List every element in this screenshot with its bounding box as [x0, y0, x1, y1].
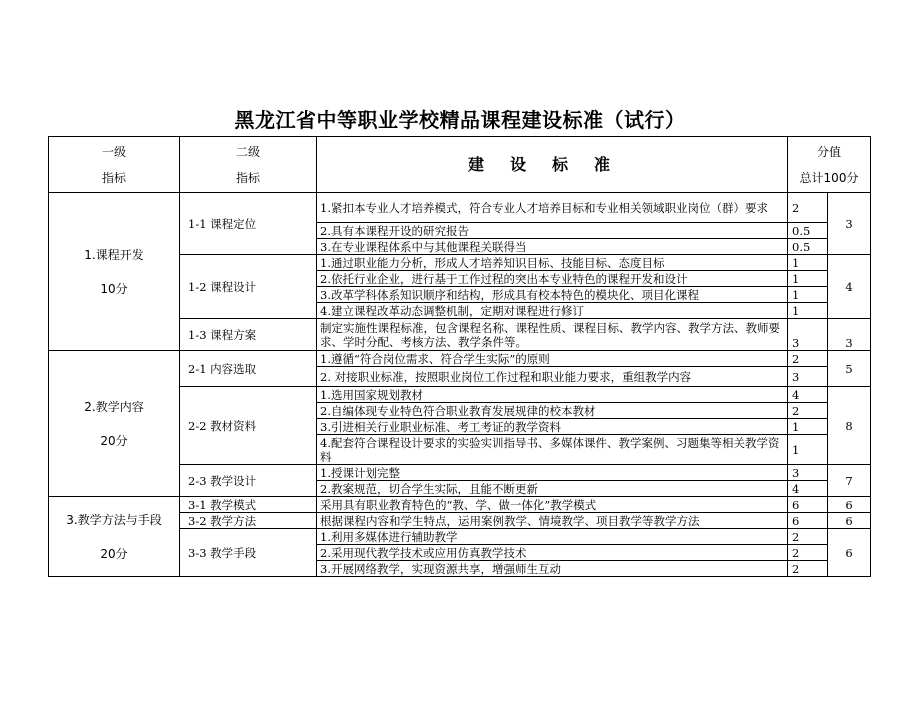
standards-table [48, 136, 871, 577]
criterion-score: 2 [788, 545, 828, 561]
criterion-score: 2 [788, 193, 828, 223]
criterion-text: 1.紧扣本专业人才培养模式，符合专业人才培养目标和专业相关领域职业岗位（群）要求 [317, 193, 788, 223]
criterion-text: 3.开展网络教学，实现资源共享，增强师生互动 [317, 561, 788, 577]
criterion-score: 2 [788, 403, 828, 419]
subtotal-score: 3 [828, 193, 871, 255]
criterion-score: 2 [788, 561, 828, 577]
criterion-score: 1 [788, 255, 828, 271]
subtotal-score: 5 [828, 351, 871, 387]
subtotal-score: 8 [828, 387, 871, 465]
criterion-text: 采用具有职业教育特色的“教、学、做一体化”教学模式 [317, 497, 788, 513]
criterion-text: 4.配套符合课程设计要求的实验实训指导书、多媒体课件、教学案例、习题集等相关教学资料 [317, 435, 788, 465]
criterion-score: 6 [788, 497, 828, 513]
criterion-text: 1.选用国家规划教材 [317, 387, 788, 403]
criterion-text: 2.具有本课程开设的研究报告 [317, 223, 788, 239]
header-score-a: 分值 [816, 144, 841, 159]
header-level1-b: 指标 [101, 170, 126, 185]
criterion-text: 3.在专业课程体系中与其他课程关联得当 [317, 239, 788, 255]
level2-3-1: 3-1 教学模式 [180, 497, 317, 513]
criterion-score: 3 [788, 367, 828, 387]
criterion-text: 1.通过职业能力分析，形成人才培养知识目标、技能目标、态度目标 [317, 255, 788, 271]
level2-1-3: 1-3 课程方案 [180, 319, 317, 351]
criterion-score: 4 [788, 481, 828, 497]
criterion-text: 2. 对接职业标准，按照职业岗位工作过程和职业能力要求，重组教学内容 [317, 367, 788, 387]
header-score-b: 总计100分 [799, 170, 859, 185]
criterion-text: 2.采用现代教学技术或应用仿真教学技术 [317, 545, 788, 561]
table-row [49, 193, 871, 223]
level2-2-1: 2-1 内容选取 [180, 351, 317, 387]
criterion-text: 制定实施性课程标准，包含课程名称、课程性质、课程目标、教学内容、教学方法、教师要求、学时分配、考核方法、教学条件等。 [317, 319, 788, 351]
level1-methods: 3.教学方法与手段 20分 [49, 497, 180, 577]
header-level2 [180, 137, 317, 193]
criterion-text: 2.自编体现专业特色符合职业教育发展规律的校本教材 [317, 403, 788, 419]
criterion-score: 4 [788, 387, 828, 403]
table-row [49, 351, 871, 367]
header-content: 建设标准 [317, 137, 788, 193]
header-level2-a: 二级 [235, 144, 260, 159]
criterion-text: 4.建立课程改革动态调整机制，定期对课程进行修订 [317, 303, 788, 319]
criterion-score: 1 [788, 303, 828, 319]
criterion-score: 0.5 [788, 223, 828, 239]
table-header-row [49, 137, 871, 193]
page-title: 黑龙江省中等职业学校精品课程建设标准（试行） [234, 108, 686, 132]
criterion-score: 2 [788, 529, 828, 545]
subtotal-score: 6 [828, 529, 871, 577]
header-level1 [49, 137, 180, 193]
criterion-text: 1.授课计划完整 [317, 465, 788, 481]
criterion-text: 2.教案规范，切合学生实际，且能不断更新 [317, 481, 788, 497]
level2-1-1: 1-1 课程定位 [180, 193, 317, 255]
criterion-score: 1 [788, 435, 828, 465]
level2-3-2: 3-2 教学方法 [180, 513, 317, 529]
level1-teaching-content: 2.教学内容 20分 [49, 351, 180, 497]
level2-1-2: 1-2 课程设计 [180, 255, 317, 319]
criterion-text: 3.引进相关行业职业标准、考工考证的教学资料 [317, 419, 788, 435]
criterion-score: 1 [788, 287, 828, 303]
table-row [49, 497, 871, 513]
header-level2-b: 指标 [235, 170, 260, 185]
criterion-text: 3.改革学科体系知识顺序和结构，形成具有校本特色的模块化、项目化课程 [317, 287, 788, 303]
subtotal-score: 6 [828, 513, 871, 529]
criterion-score: 1 [788, 271, 828, 287]
criterion-score: 2 [788, 351, 828, 367]
header-score [788, 137, 871, 193]
criterion-text: 根据课程内容和学生特点，运用案例教学、情境教学、项目教学等教学方法 [317, 513, 788, 529]
criterion-score: 3 [788, 319, 828, 351]
subtotal-score: 4 [828, 255, 871, 319]
level1-course-development: 1.课程开发 10分 [49, 193, 180, 351]
criterion-text: 2.依托行业企业，进行基于工作过程的突出本专业特色的课程开发和设计 [317, 271, 788, 287]
subtotal-score: 6 [828, 497, 871, 513]
criterion-score: 0.5 [788, 239, 828, 255]
subtotal-score: 3 [828, 319, 871, 351]
criterion-score: 3 [788, 465, 828, 481]
level2-3-3: 3-3 教学手段 [180, 529, 317, 577]
level2-2-3: 2-3 教学设计 [180, 465, 317, 497]
criterion-score: 6 [788, 513, 828, 529]
subtotal-score: 7 [828, 465, 871, 497]
header-level1-a: 一级 [101, 144, 126, 159]
level2-2-2: 2-2 教材资料 [180, 387, 317, 465]
criterion-text: 1.利用多媒体进行辅助教学 [317, 529, 788, 545]
criterion-score: 1 [788, 419, 828, 435]
criterion-text: 1.遵循“符合岗位需求、符合学生实际”的原则 [317, 351, 788, 367]
